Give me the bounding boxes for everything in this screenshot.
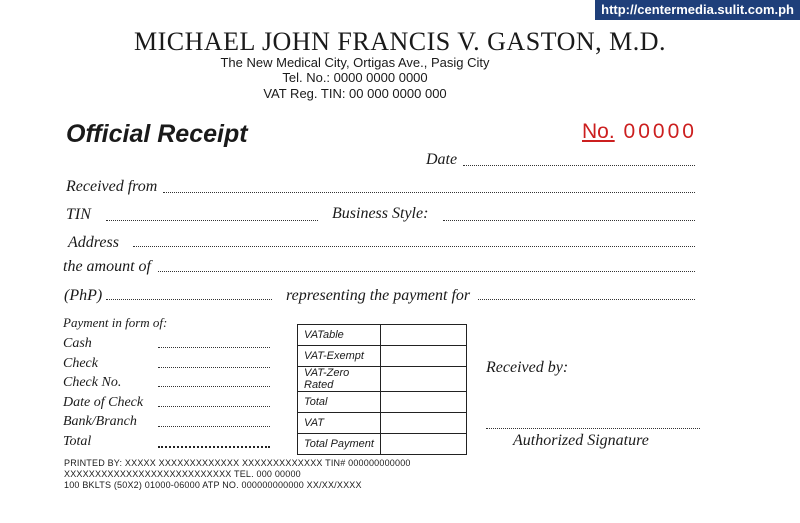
tin-field[interactable] — [106, 220, 318, 221]
payment-check-field[interactable] — [158, 367, 270, 368]
vat-table — [297, 324, 467, 455]
business-style-field[interactable] — [443, 220, 695, 221]
representing-field[interactable] — [478, 299, 695, 300]
date-field[interactable] — [463, 165, 695, 166]
doctor-name: MICHAEL JOHN FRANCIS V. GASTON, M.D. — [133, 27, 667, 56]
date-label: Date — [426, 151, 458, 168]
vat-row-value[interactable] — [381, 413, 467, 434]
payment-bank-branch-label: Bank/Branch — [63, 414, 137, 429]
payment-check-no-label: Check No. — [63, 375, 122, 390]
vat-row — [298, 346, 467, 367]
header-address: The New Medical City, Ortigas Ave., Pasig City — [220, 55, 490, 70]
header-vat-tin: VAT Reg. TIN: 00 000 0000 000 — [263, 86, 447, 101]
vat-row — [298, 434, 467, 455]
authorized-signature-label: Authorized Signature — [513, 432, 649, 449]
payment-date-of-check-field[interactable] — [158, 406, 270, 407]
payment-date-of-check-label: Date of Check — [63, 395, 144, 410]
representing-label: representing the payment for — [286, 287, 471, 304]
printer-line-2: XXXXXXXXXXXXXXXXXXXXXXXXXXX TEL. 000 00000 — [64, 469, 301, 479]
vat-row-label: Total — [298, 392, 381, 413]
vat-row-label: Total Payment — [298, 434, 381, 455]
printer-line-1: PRINTED BY: XXXXX XXXXXXXXXXXXX XXXXXXXXXXXXX TIN# 000000000000 — [64, 458, 411, 468]
payment-bank-branch-field[interactable] — [158, 426, 270, 427]
vat-row-label: VATable — [298, 325, 381, 346]
vat-row-label: VAT — [298, 413, 381, 434]
address-field[interactable] — [133, 246, 695, 247]
vat-row — [298, 413, 467, 434]
amount-of-field[interactable] — [158, 271, 695, 272]
printer-line-3: 100 BKLTS (50X2) 01000-06000 ATP NO. 000000000000 XX/XX/XXXX — [64, 480, 362, 490]
payment-total-label: Total — [63, 434, 92, 449]
watermark-url: http://centermedia.sulit.com.ph — [595, 0, 800, 20]
business-style-label: Business Style: — [332, 205, 429, 222]
receipt-number-value: 00000 — [623, 120, 697, 143]
receipt-title: Official Receipt — [66, 120, 248, 148]
php-field[interactable] — [106, 299, 272, 300]
vat-row — [298, 392, 467, 413]
received-by-label: Received by: — [486, 359, 569, 376]
amount-of-label: the amount of — [63, 258, 151, 275]
vat-row-value[interactable] — [381, 392, 467, 413]
received-from-label: Received from — [66, 178, 158, 195]
vat-row-value[interactable] — [381, 367, 467, 392]
vat-row-value[interactable] — [381, 434, 467, 455]
receipt-number-prefix: No. — [582, 120, 615, 143]
signature-field[interactable] — [486, 428, 700, 429]
payment-heading: Payment in form of: — [63, 315, 168, 330]
payment-cash-label: Cash — [63, 336, 92, 351]
vat-row-label: VAT-Zero Rated — [298, 367, 381, 392]
vat-row-label: VAT-Exempt — [298, 346, 381, 367]
tin-label: TIN — [66, 206, 91, 223]
received-from-field[interactable] — [163, 192, 695, 193]
header-tel: Tel. No.: 0000 0000 0000 — [282, 70, 428, 85]
vat-row — [298, 367, 467, 392]
address-label: Address — [68, 234, 119, 251]
php-label: (PhP) — [64, 287, 103, 304]
payment-total-field[interactable] — [158, 446, 270, 448]
payment-check-no-field[interactable] — [158, 386, 270, 387]
payment-cash-field[interactable] — [158, 347, 270, 348]
receipt-number — [582, 120, 697, 144]
vat-row-value[interactable] — [381, 325, 467, 346]
vat-row — [298, 325, 467, 346]
payment-check-label: Check — [63, 356, 98, 371]
vat-row-value[interactable] — [381, 346, 467, 367]
